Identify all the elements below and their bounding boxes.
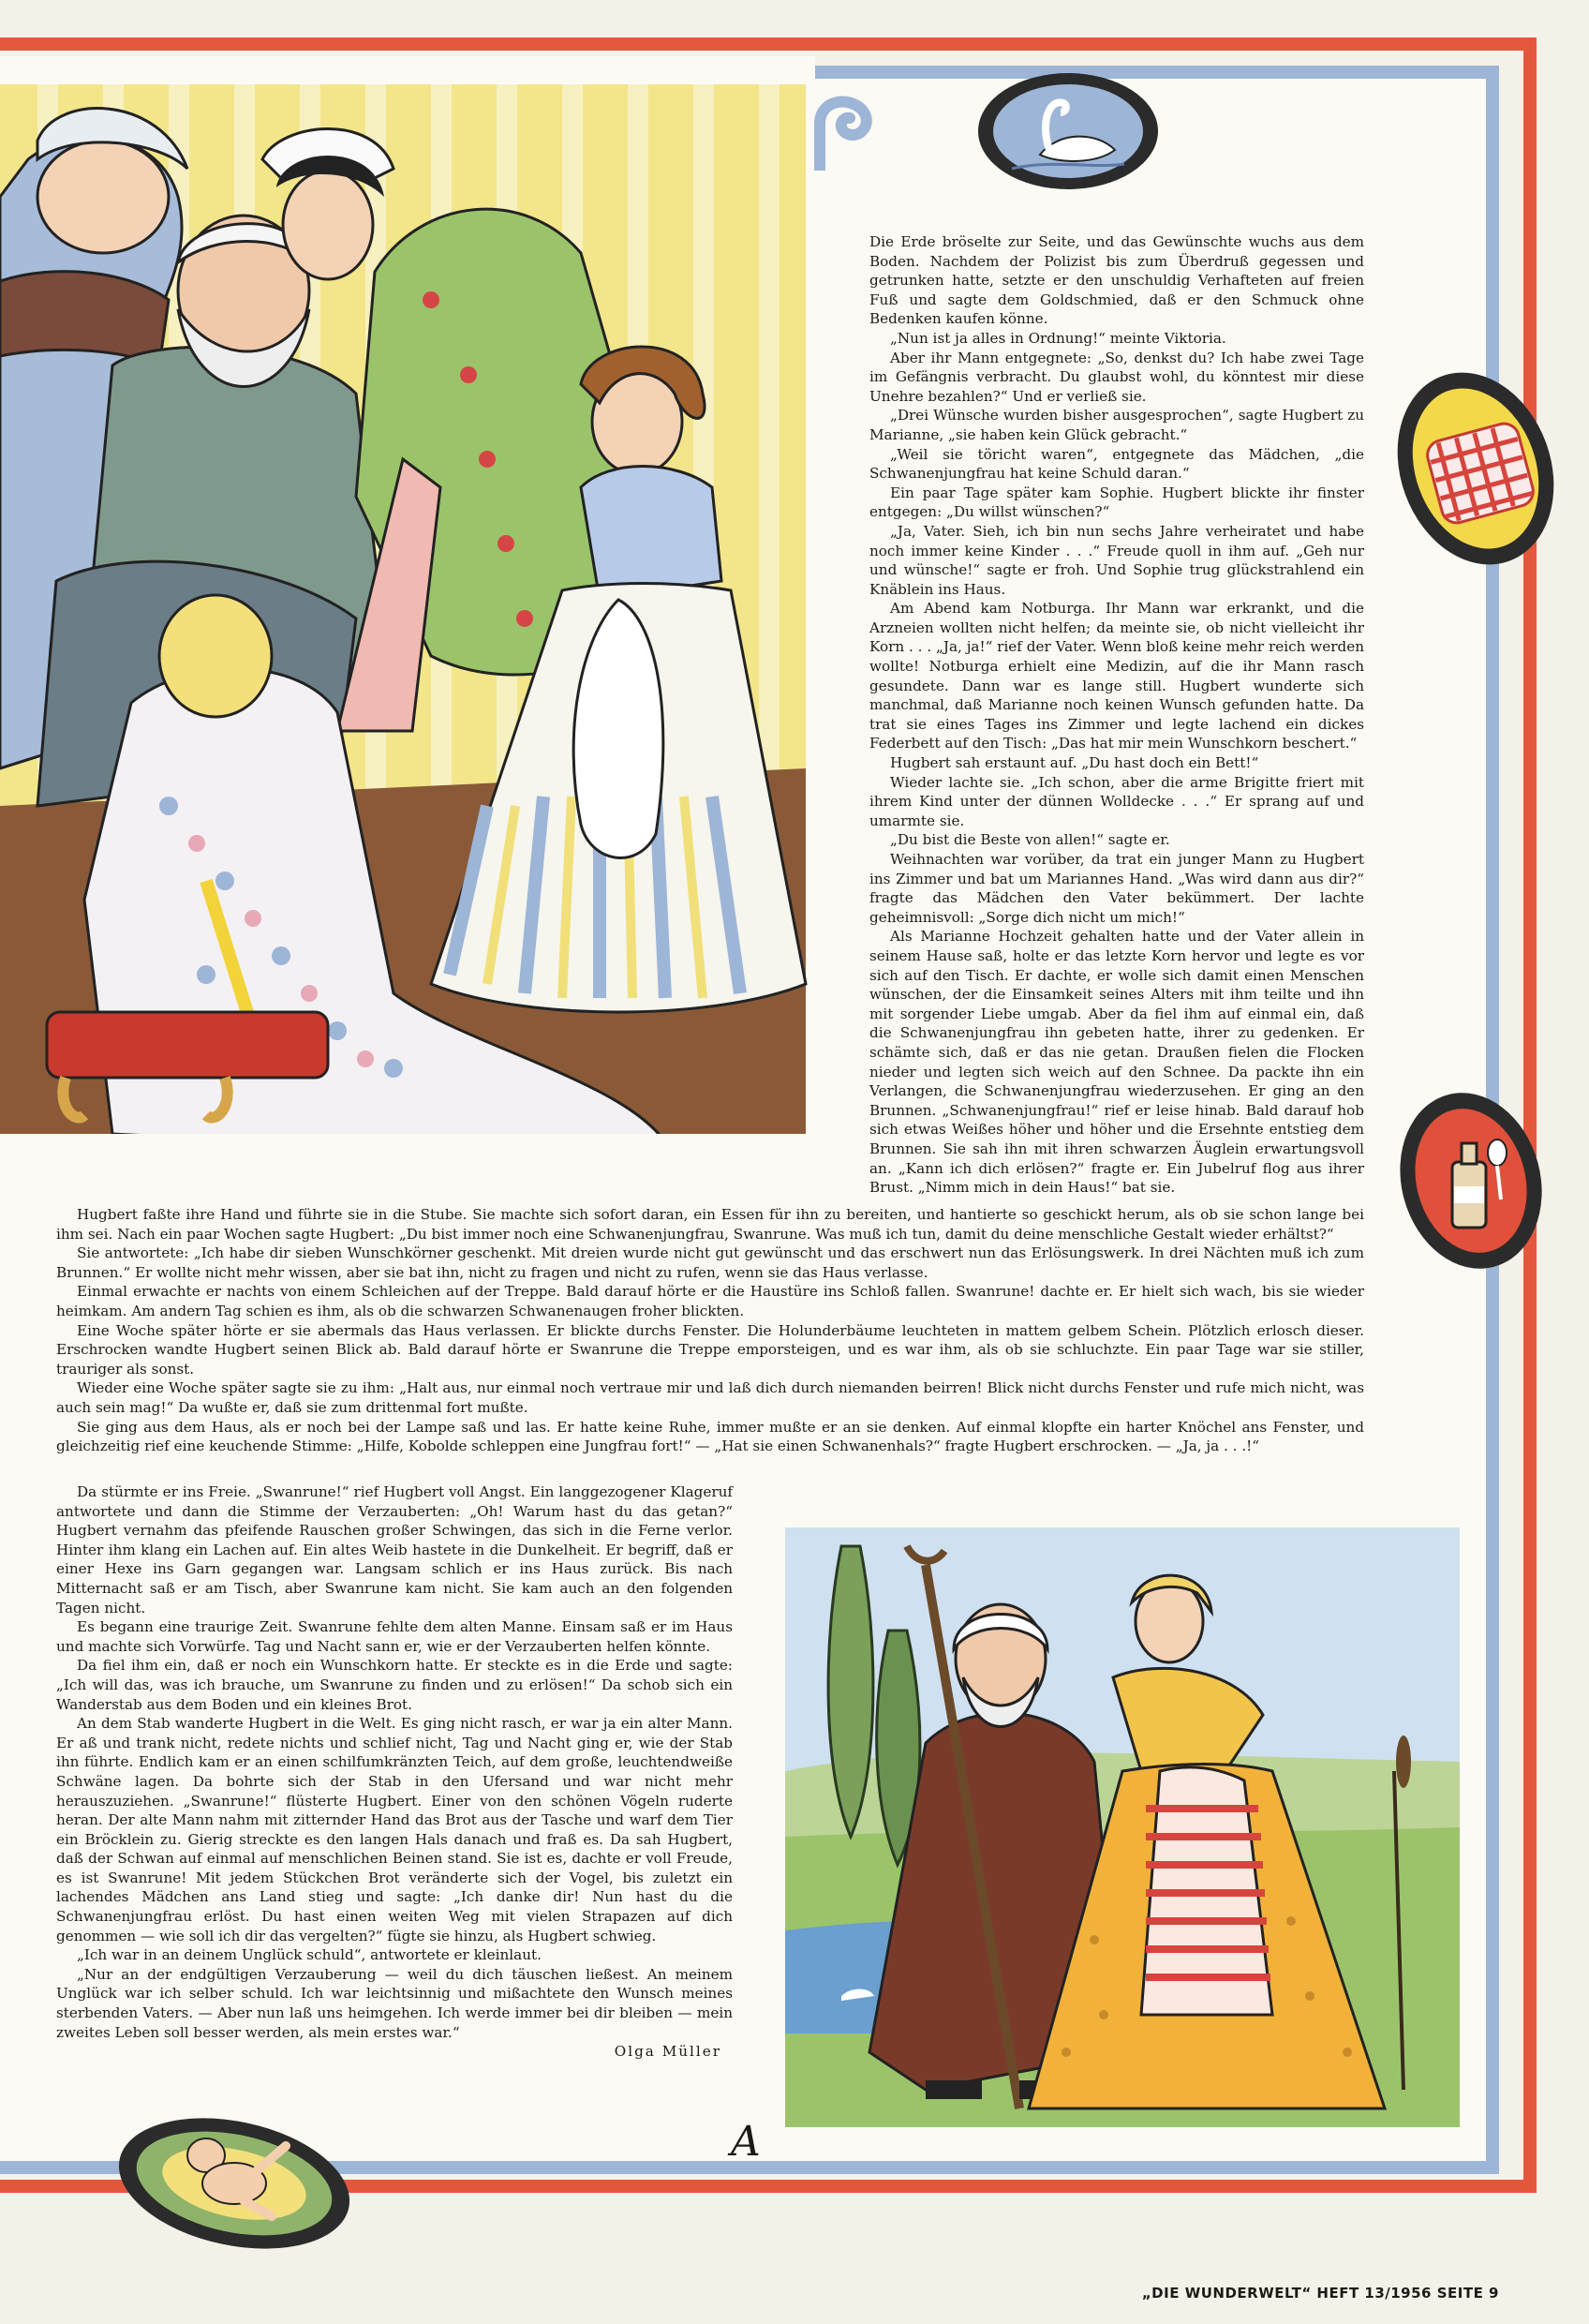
article-paragraph: Sie ging aus dem Haus, als er noch bei der Lampe saß und las. Er hatte keine Ruhe, immer mußte er an sie denken. Auf einmal klopfte ein harter Knöchel ans Fenster, und gleichzeitig rief eine keuchende Stimme: „Hilfe, Kobolde schleppen eine Jungfrau fort!“ — „Hat sie einen Schwanenhals?“ fragte Hugbert erschrocken. — „Ja, ja . . .!“ xyxy=(56,1418,1364,1455)
article-paragraph: Wieder eine Woche später sagte sie zu ihm: „Halt aus, nur einmal noch vertraue mir und laß dich durch niemanden beirren! Blick nicht durchs Fenster und rufe mich nicht, was auch sein mag!“ Da wußte er, daß sie zum drittenmal fort mußte. xyxy=(56,1379,1364,1416)
article-author: Olga Müller xyxy=(614,2043,721,2061)
family-scene-illustration xyxy=(0,56,815,1134)
article-paragraph: „Drei Wünsche wurden bisher ausgesprochen“, sagte Hugbert zu Marianne, „sie haben kein Glück gebracht.“ xyxy=(869,407,1364,443)
article-paragraph: Da stürmte er ins Freie. „Swanrune!“ rief Hugbert voll Angst. Ein langgezogener Klageruf antwortete und dann die Stimme der Verzauberten: „Oh! Warum hast du das getan?“ Hugbert vernahm das pfeifende Rauschen großer Schwingen, das sich in die Ferne verlor. Hinter ihm klang ein Lachen auf. Ein altes Weib hastete in die Dunkelheit. Er begriff, daß er einer Hexe ins Garn gegangen war. Langsam schlich er ins Haus zurück. Bis nach Mitternacht saß er am Tisch, aber Swanrune kam nicht. Sie kam auch an den folgenden Tagen nicht. xyxy=(56,1483,733,1616)
article-paragraph: Ein paar Tage später kam Sophie. Hugbert blickte ihr finster entgegen: „Du willst wünschen?“ xyxy=(869,484,1364,521)
article-paragraph: Als Marianne Hochzeit gehalten hatte und der Vater allein in seinem Hause saß, holte er das letzte Korn hervor und legte es vor sich auf den Tisch. Er dachte, er wolle sich damit einen Menschen wünschen, der die Einsamkeit seines Alters mit ihm teilte und ihn mit sorgender Liebe umgab. Aber da fiel ihm auf einmal ein, daß die Schwanenjungfrau ihn gebeten hatte, ihrer zu gedenken. Er schämte sich, daß er das nie getan. Draußen fielen die Flocken nieder und legten sich weich auf den Schnee. Da packte ihn ein Verlangen, die Schwanenjungfrau wiederzusehen. Er ging an den Brunnen. „Schwanenjungfrau!“ rief er leise hinab. Bald darauf hob sich etwas Weißes höher und höher und die Ersehnte entstieg dem Brunnen. Sie sah ihn mit ihren schwarzen Äuglein erwartungsvoll an. „Kann ich dich erlösen?“ fragte er. Ein Jubelruf flog aus ihrer Brust. „Nimm mich in dein Haus!“ bat sie. xyxy=(869,928,1364,1197)
bottle-medallion-icon xyxy=(1396,1087,1546,1274)
article-paragraph: „Ja, Vater. Sieh, ich bin nun sechs Jahre verheiratet und habe noch immer keine Kinder . . .“ Freude quoll in ihm auf. „Geh nur und wünsche!“ sagte er froh. Und Sophie trug glückstrahlend ein Knäblein ins Haus. xyxy=(869,522,1364,598)
article-paragraph: Es begann eine traurige Zeit. Swanrune fehlte dem alten Manne. Einsam saß er im Haus und machte sich Vorwürfe. Tag und Nacht sann er, wie er der Verzauberten helfen könnte. xyxy=(56,1618,733,1655)
article-paragraph: Eine Woche später hörte er sie abermals das Haus verlassen. Er blickte durchs Fenster. Die Holunderbäume leuchteten in mattem gelbem Schein. Plötzlich erlosch dieser. Erschrocken wandte Hugbert seinen Blick ab. Bald darauf hörte er Swanrune die Treppe emporsteigen, und es war ihm, als ob sie schluchzte. Ein paar Tage war sie stiller, trauriger als sonst. xyxy=(56,1321,1364,1378)
signature-glyph: A xyxy=(731,2118,761,2163)
illustrator-signature xyxy=(727,2116,770,2163)
article-left-column xyxy=(56,1482,733,2062)
article-paragraph: Sie antwortete: „Ich habe dir sieben Wunschkörner geschenkt. Mit dreien wurde nicht gut gewünscht und das erschwert nun das Erlösungswerk. In drei Nächten muß ich zum Brunnen.“ Er wollte nicht mehr wissen, aber sie bat ihn, nicht zu fragen und nicht zu rufen, wenn sie das Haus verlasse. xyxy=(56,1244,1364,1281)
article-paragraph: Aber ihr Mann entgegnete: „So, denkst du? Ich habe zwei Tage im Gefängnis verbracht. Du glaubst wohl, du könntest mir diese Unehre bezahlen?“ Und er verließ sie. xyxy=(869,349,1364,405)
pillow-medallion-icon xyxy=(1396,365,1555,572)
article-paragraph: „Weil sie töricht waren“, entgegnete das Mädchen, „die Schwanenjungfrau hat keine Schuld daran.“ xyxy=(869,445,1364,483)
swan-medallion-icon xyxy=(974,66,1162,197)
article-paragraph: „Du bist die Beste von allen!“ sagte er. xyxy=(890,831,1170,849)
article-paragraph: Da fiel ihm ein, daß er noch ein Wunschkorn hatte. Er steckte es in die Erde und sagte: „Ich will das, was ich brauche, um Swanrune zu finden und zu erlösen!“ Da schob sich ein Wanderstab aus dem Boden und ein kleines Brot. xyxy=(56,1657,733,1713)
article-paragraph: Einmal erwachte er nachts von einem Schleichen auf der Treppe. Bald darauf hörte er die Haustüre ins Schloß fallen. Swanrune! dachte er. Er hielt sich wach, bis sie wieder heimkam. Am andern Tag schien es ihm, als ob die schwarzen Schwanenaugen froher blickten. xyxy=(56,1283,1364,1319)
article-paragraph: „Nur an der endgültigen Verzauberung — weil du dich täuschen ließest. An meinem Unglück war ich selber schuld. Ich war leichtsinnig und mißachtete den Wunsch meines sterbenden Vaters. — Aber nun laß uns heimgehen. Ich werde immer bei dir bleiben — mein zweites Leben soll besser werden, als mein erstes war.“ xyxy=(56,1965,733,2041)
article-paragraph: Weihnachten war vorüber, da trat ein junger Mann zu Hugbert ins Zimmer und bat um Mariannes Hand. „Was wird dann aus dir?“ fragte das Mädchen den Vater bekümmert. Der lachte geheimnisvoll: „Sorge dich nicht um mich!“ xyxy=(869,851,1364,926)
article-paragraph: Hugbert faßte ihre Hand und führte sie in die Stube. Sie machte sich sofort daran, ein Essen für ihn zu bereiten, und hantierte so geschickt herum, als ob sie schon lange bei ihm sei. Nach ein paar Wochen sagte Hugbert: „Du bist immer noch eine Schwanenjungfrau, Swanrune. Was muß ich tun, damit du deine menschliche Gestalt wieder erhältst?“ xyxy=(56,1206,1364,1243)
article-paragraph: Am Abend kam Notburga. Ihr Mann war erkrankt, und die Arzneien wollten nicht helfen; da meinte sie, ob nicht vielleicht ihr Korn . . . „Ja, ja!“ rief der Vater. Wenn bloß keine mehr reich werden wollte! Notburga erhielt eine Medizin, auf die ihr Mann rasch gesundete. Dann war es lange still. Hugbert wunderte sich manchmal, daß Marianne noch keinen Wunsch gefunden hatte. Da trat sie eines Tages ins Zimmer und legte lachend ein dickes Federbett auf den Tisch: „Das hat mir mein Wunschkorn beschert.“ xyxy=(869,600,1364,752)
article-right-column xyxy=(869,232,1364,1198)
article-paragraph: Hugbert sah erstaunt auf. „Du hast doch ein Bett!“ xyxy=(890,754,1259,772)
article-paragraph: Die Erde bröselte zur Seite, und das Gewünschte wuchs aus dem Boden. Nachdem der Polizist bis zum Überdruß gegessen und getrunken hatte, setzte er den unschuldig Verhafteten auf freien Fuß und sagte dem Goldschmied, daß er den Schmuck ohne Bedenken kaufen könne. xyxy=(869,233,1364,328)
article-paragraph: „Ich war in an deinem Unglück schuld“, antwortete er kleinlaut. xyxy=(77,1946,542,1964)
article-paragraph: Wieder lachte sie. „Ich schon, aber die arme Brigitte friert mit ihrem Kind unter der dünnen Wolldecke . . .“ Er sprang auf und umarmte sie. xyxy=(869,773,1364,829)
scroll-ornament-icon xyxy=(801,86,885,171)
page-footer: „DIE WUNDERWELT“ HEFT 13/1956 SEITE 9 xyxy=(1141,2285,1499,2302)
baby-medallion-icon xyxy=(112,2108,356,2249)
article-wide-block xyxy=(56,1205,1364,1456)
old-man-and-girl-illustration xyxy=(785,1527,1460,2127)
article-paragraph: An dem Stab wanderte Hugbert in die Welt. Es ging nicht rasch, er war ja ein alter Mann. Er aß und trank nicht, redete nichts und schlief nicht, Tag und Nacht ging er, wie der Stab ihn führte. Endlich kam er an einen schilfumkränzten Teich, auf dem große, leuchtendweiße Schwäne lagen. Da bohrte sich der Stab in den Ufersand und war nicht mehr herauszuziehen. „Swanrune!“ flüsterte Hugbert. Einer von den schönen Vögeln ruderte heran. Der alte Mann nahm mit zitternder Hand das Brot aus der Tasche und warf dem Tier ein Bröcklein zu. Gierig streckte es den langen Hals danach und fraß es. Da sah Hugbert, daß der Schwan auf einmal auf menschlichen Beinen stand. Sie ist es, dachte er voll Freude, es ist Swanrune! Mit jedem Stückchen Brot veränderte sich der Vogel, bis zuletzt ein lachendes Mädchen ans Land stieg und sagte: „Ich danke dir! Nun hast du die Schwanenjungfrau erlöst. Du hast einen weiten Weg mit vielen Strapazen auf dich genommen — wie soll ich dir das vergelten?“ fügte sie hinzu, als Hugbert schwieg. xyxy=(56,1715,733,1944)
article-paragraph: „Nun ist ja alles in Ordnung!“ meinte Viktoria. xyxy=(890,329,1226,347)
